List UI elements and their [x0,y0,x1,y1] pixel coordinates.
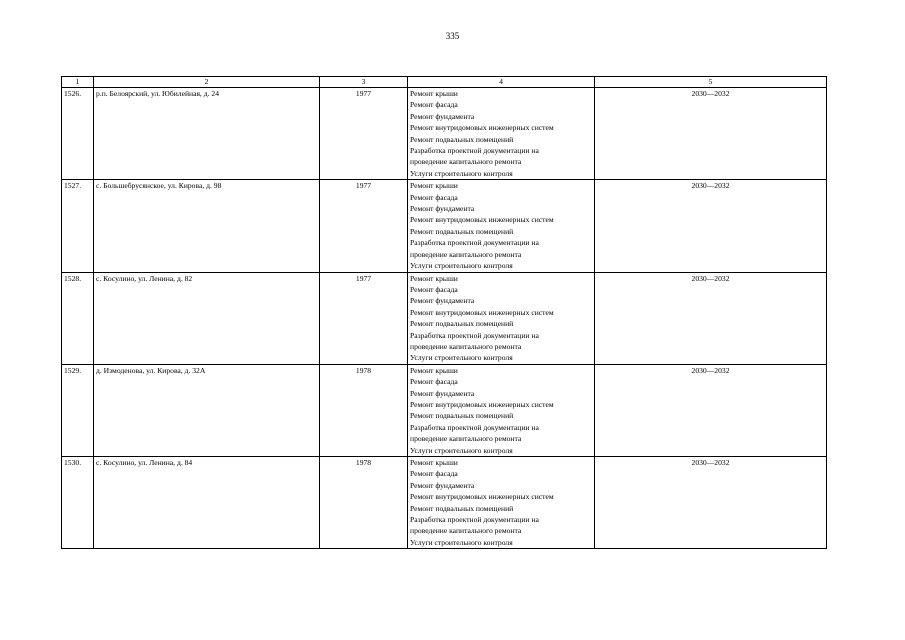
address-cell: с. Большебрусянское, ул. Кирова, д. 98 [94,180,320,272]
work-item: Разработка проектной документации на [410,146,539,156]
work-item: Ремонт внутридомовых инженерных систем [410,492,554,502]
column-header: 2 [94,77,320,88]
work-item: проведение капитального ремонта [410,434,522,444]
table-header-row [62,77,827,88]
address-cell: с. Косулино, ул. Ленина, д. 84 [94,457,320,549]
row-number: 1527. [62,180,94,272]
work-item: Ремонт крыши [410,458,458,467]
work-item: Ремонт крыши [410,365,458,375]
work-item: Услуги строительного контроля [410,537,513,547]
work-item: проведение капитального ремонта [410,157,522,167]
page-number: 335 [445,31,460,41]
year-cell: 1977 [320,272,408,364]
period-cell: 2030—2032 [595,272,827,364]
work-item: Разработка проектной документации на [410,515,539,525]
work-item: Разработка проектной документации на [410,238,539,248]
works-cell [408,180,595,272]
work-item: Ремонт фасада [410,469,458,479]
table-row [62,180,827,272]
work-item: Ремонт фасада [410,100,458,110]
table-row [62,364,827,456]
work-item: Ремонт фундамента [410,480,475,490]
address-cell: с. Косулино, ул. Ленина, д. 82 [94,272,320,364]
works-cell [408,88,595,180]
work-item: Ремонт подвальных помещений [410,411,514,421]
table-row [62,272,827,364]
work-item: Разработка проектной документации на [410,330,539,340]
column-header: 5 [595,77,827,88]
work-item: Ремонт подвальных помещений [410,134,514,144]
work-item: Ремонт фасада [410,284,458,294]
work-item: Услуги строительного контроля [410,168,513,178]
works-cell [408,457,595,549]
period-cell: 2030—2032 [595,88,827,180]
work-item: Ремонт внутридомовых инженерных систем [410,399,554,409]
work-item: Ремонт внутридомовых инженерных систем [410,307,554,317]
work-item: Ремонт фундамента [410,388,475,398]
work-item: проведение капитального ремонта [410,249,522,259]
period-cell: 2030—2032 [595,457,827,549]
row-number: 1526. [62,88,94,180]
table-body [62,88,827,549]
year-cell: 1977 [320,88,408,180]
period-cell: 2030—2032 [595,180,827,272]
period-cell: 2030—2032 [595,364,827,456]
work-item: Ремонт фасада [410,192,458,202]
work-item: Разработка проектной документации на [410,422,539,432]
repair-schedule-table [61,76,827,549]
year-cell: 1977 [320,180,408,272]
row-number: 1530. [62,457,94,549]
work-item: Ремонт фасада [410,377,458,387]
work-item: Ремонт крыши [410,181,458,191]
work-item: Ремонт фундамента [410,296,475,306]
work-item: Услуги строительного контроля [410,445,513,455]
row-number: 1529. [62,364,94,456]
work-item: Ремонт подвальных помещений [410,226,514,236]
year-cell: 1978 [320,364,408,456]
column-header: 3 [320,77,408,88]
works-cell [408,364,595,456]
work-item: Ремонт подвальных помещений [410,503,514,513]
work-item: Ремонт фундамента [410,204,475,214]
work-item: проведение капитального ремонта [410,341,522,351]
work-item: проведение капитального ремонта [410,526,522,536]
column-header: 1 [62,77,94,88]
work-item: Ремонт внутридомовых инженерных систем [410,123,554,133]
work-item: Ремонт крыши [410,89,458,98]
work-item: Услуги строительного контроля [410,353,513,363]
works-cell [408,272,595,364]
work-item: Ремонт фундамента [410,111,475,121]
work-item: Ремонт крыши [410,273,458,283]
row-number: 1528. [62,272,94,364]
work-item: Ремонт внутридомовых инженерных систем [410,215,554,225]
work-item: Услуги строительного контроля [410,261,513,271]
address-cell: д. Измоденова, ул. Кирова, д. 32А [94,364,320,456]
address-cell: р.п. Белоярский, ул. Юбилейная, д. 24 [94,88,320,180]
column-header: 4 [408,77,595,88]
year-cell: 1978 [320,457,408,549]
work-item: Ремонт подвальных помещений [410,319,514,329]
table-row [62,457,827,549]
table-row [62,88,827,180]
